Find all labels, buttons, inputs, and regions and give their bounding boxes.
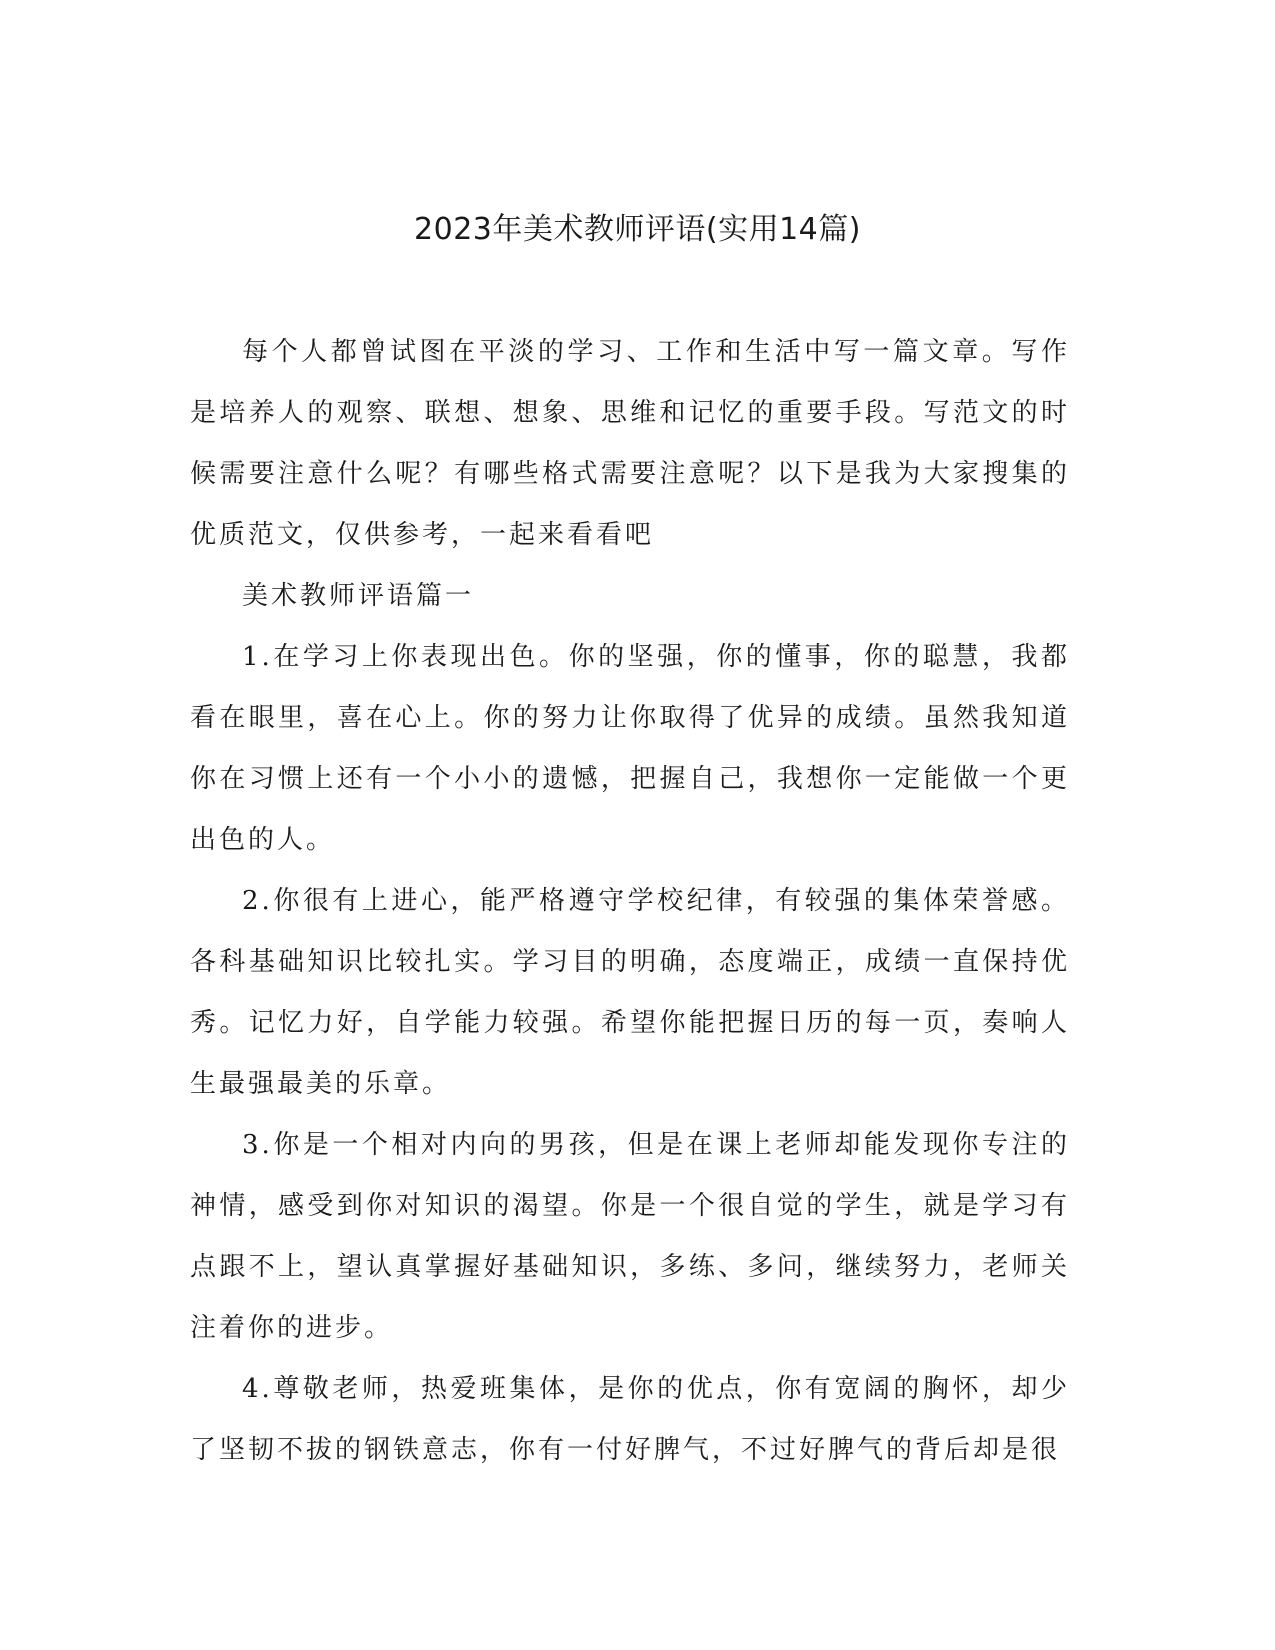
document-body — [190, 322, 1070, 1481]
document-title: 2023年美术教师评语(实用14篇) — [414, 212, 861, 247]
comment-paragraph-1: 1.在学习上你表现出色。你的坚强，你的懂事，你的聪慧，我都看在眼里，喜在心上。你的努力让你取得了优异的成绩。虽然我知道你在习惯上还有一个小小的遗憾，把握自己，我想你一定能做一个更出色的人。 — [190, 642, 1070, 855]
intro-paragraph: 每个人都曾试图在平淡的学习、工作和生活中写一篇文章。写作是培养人的观察、联想、想象、思维和记忆的重要手段。写范文的时候需要注意什么呢？有哪些格式需要注意呢？以下是我为大家搜集的优质范文，仅供参考，一起来看看吧 — [190, 337, 1070, 550]
section-heading: 美术教师评语篇一 — [242, 581, 475, 611]
comment-paragraph-4: 4.尊敬老师，热爱班集体，是你的优点，你有宽阔的胸怀，却少了坚韧不拔的钢铁意志，你有一付好脾气，不过好脾气的背后却是很 — [190, 1374, 1070, 1465]
comment-paragraph-3: 3.你是一个相对内向的男孩，但是在课上老师却能发现你专注的神情，感受到你对知识的渴望。你是一个很自觉的学生，就是学习有点跟不上，望认真掌握好基础知识，多练、多问，继续努力，老师关注着你的进步。 — [190, 1130, 1070, 1343]
comment-paragraph-2: 2.你很有上进心，能严格遵守学校纪律，有较强的集体荣誉感。各科基础知识比较扎实。学习目的明确，态度端正，成绩一直保持优秀。记忆力好，自学能力较强。希望你能把握日历的每一页，奏响人生最强最美的乐章。 — [190, 886, 1070, 1099]
